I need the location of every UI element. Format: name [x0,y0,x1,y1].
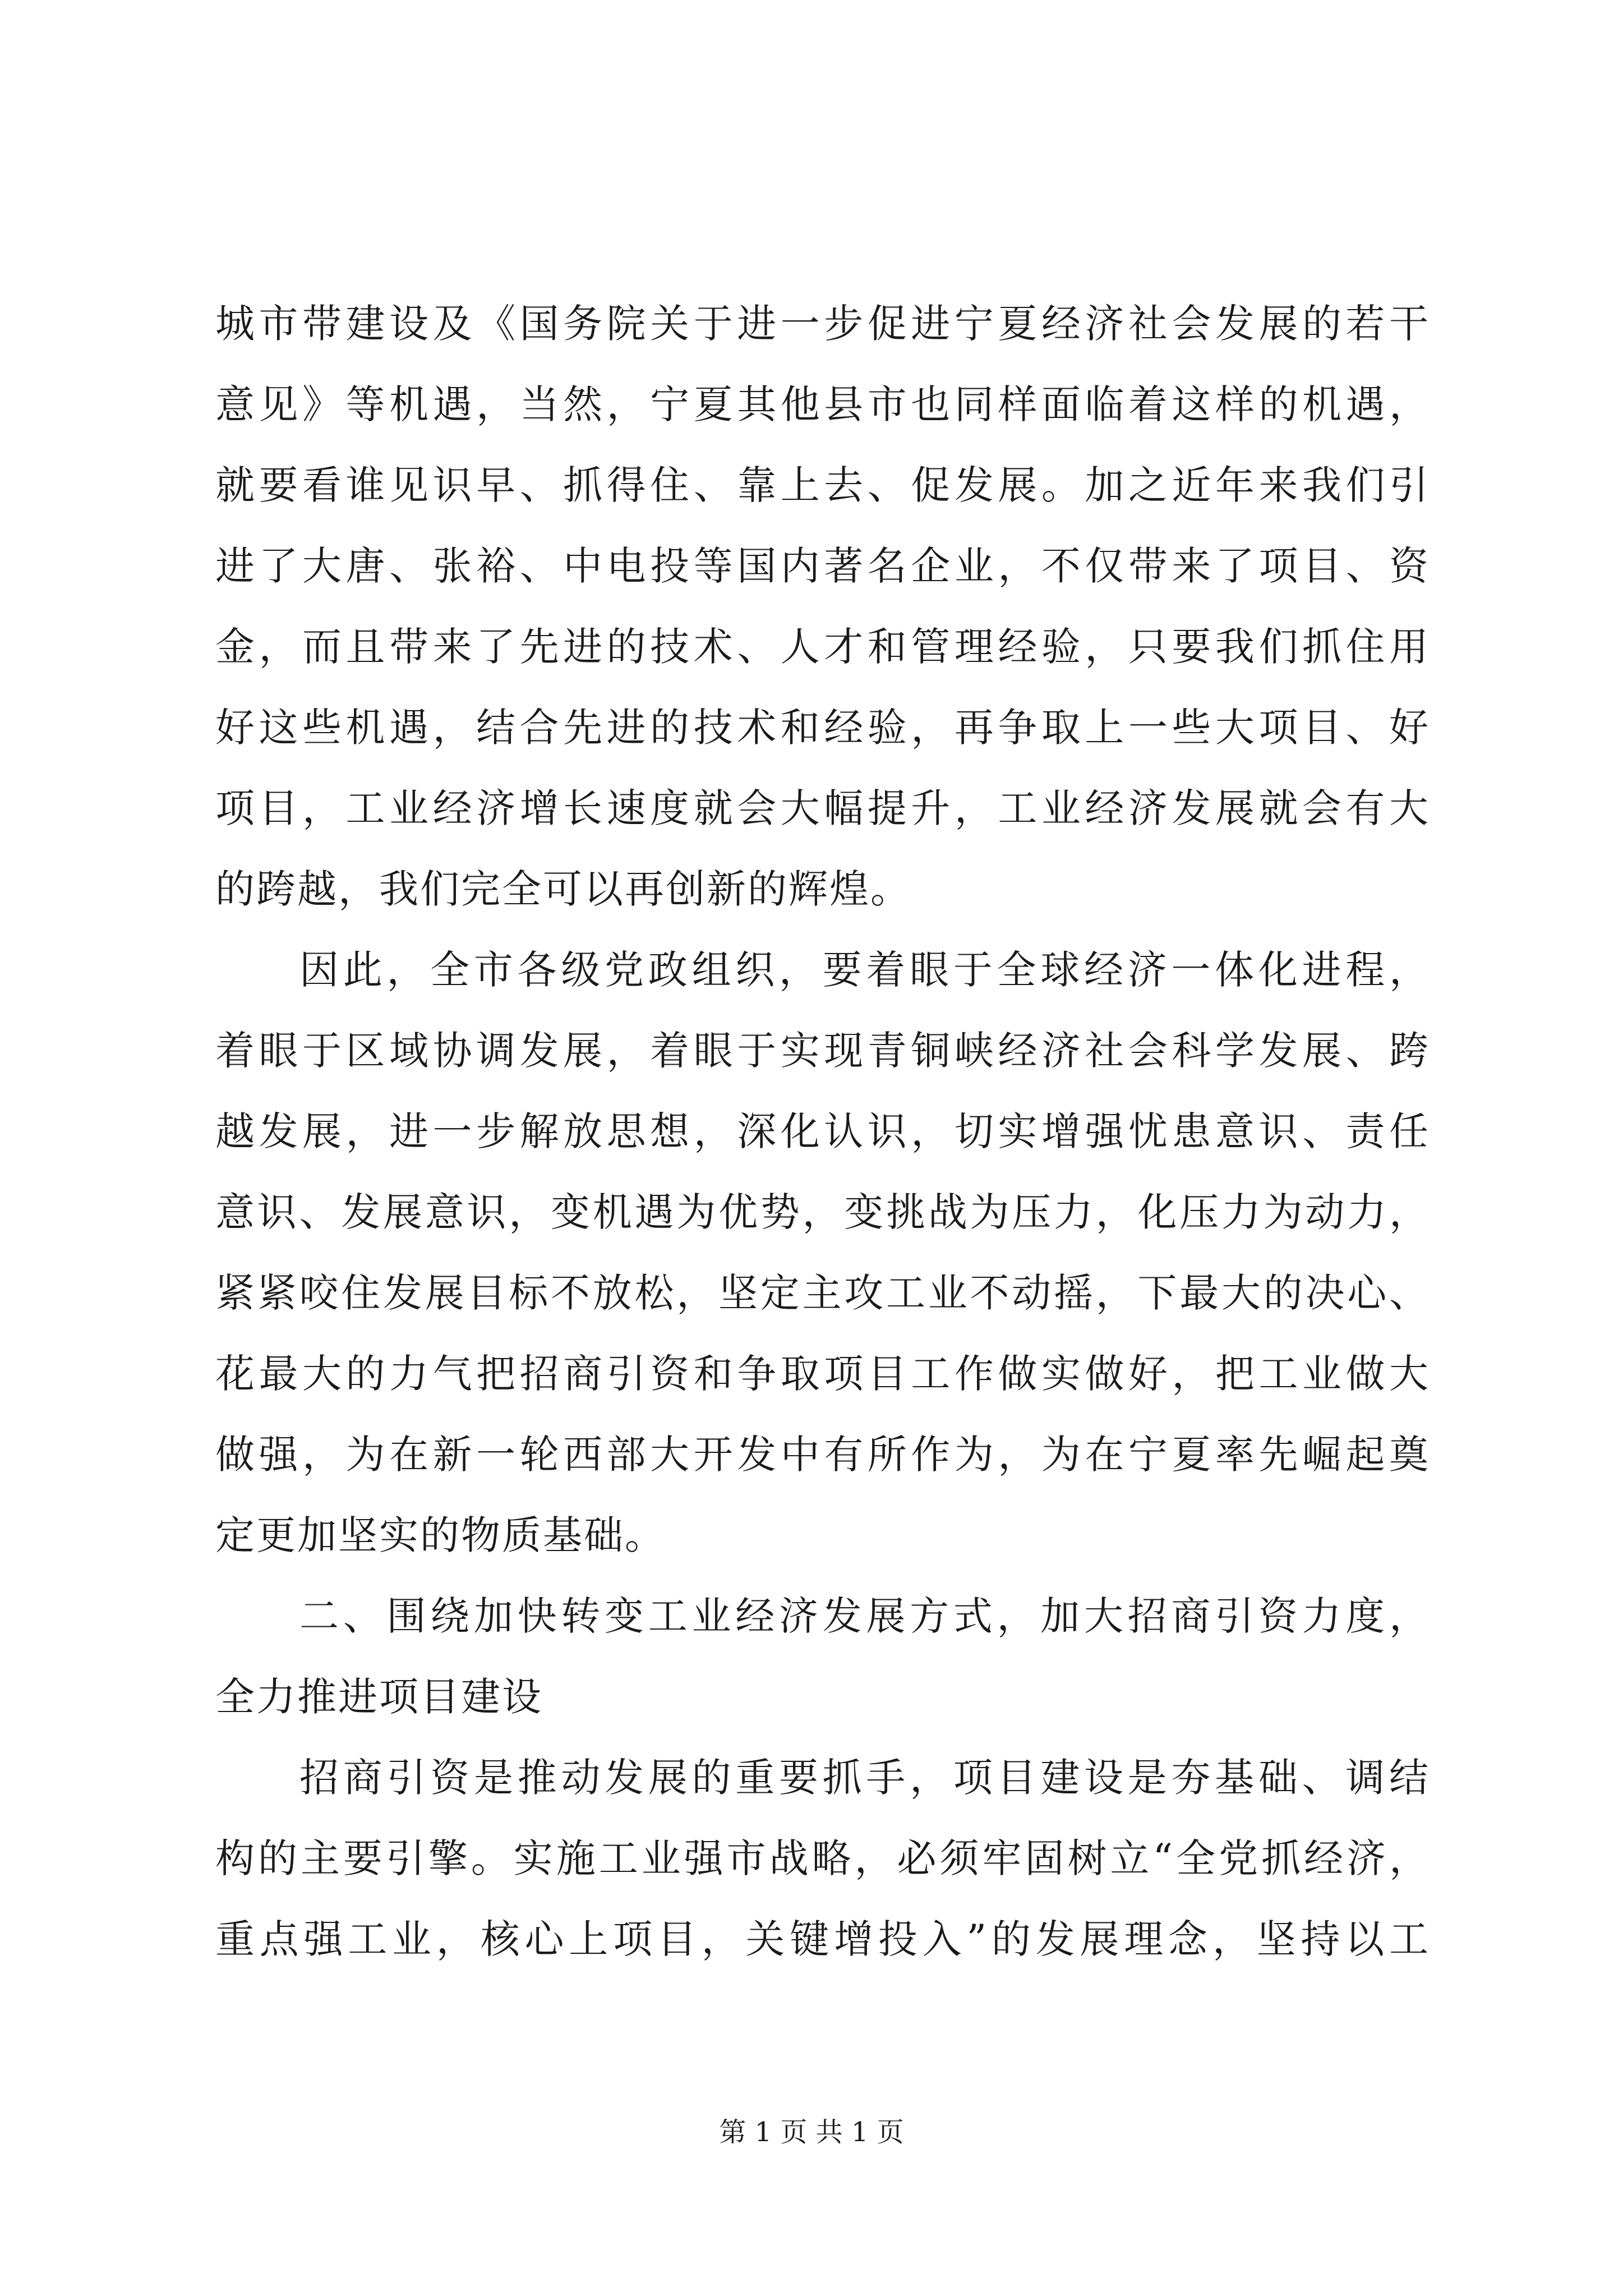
text-line: 城市带建设及《国务院关于进一步促进宁夏经济社会发展的若干 [215,301,1430,347]
text-line: 越发展，进一步解放思想，深化认识，切实增强忧患意识、责任 [215,1108,1430,1154]
text-line: 定更加坚实的物质基础。 [215,1512,666,1558]
text-line: 花最大的力气把招商引资和争取项目工作做实做好，把工业做大 [215,1351,1430,1397]
section-heading-line: 二、围绕加快转变工业经济发展方式，加大招商引资力度， [299,1593,1430,1639]
text-line: 项目，工业经济增长速度就会大幅提升，工业经济发展就会有大 [215,785,1430,831]
page-number-footer: 第 1 页 共 1 页 [719,2116,904,2148]
text-line: 好这些机遇，结合先进的技术和经验，再争取上一些大项目、好 [215,705,1430,751]
text-line: 构的主要引擎。实施工业强市战略，必须牢固树立“全党抓经济， [215,1835,1430,1881]
text-line: 的跨越，我们完全可以再创新的辉煌。 [215,866,911,912]
text-line: 就要看谁见识早、抓得住、靠上去、促发展。加之近年来我们引 [215,462,1430,508]
body-text [215,283,1430,1980]
paragraph-start-line: 招商引资是推动发展的重要抓手，项目建设是夯基础、调结 [299,1755,1430,1801]
text-line: 金，而且带来了先进的技术、人才和管理经验，只要我们抓住用 [215,624,1430,670]
section-heading-line: 全力推进项目建设 [215,1674,543,1720]
text-line: 紧紧咬住发展目标不放松，坚定主攻工业不动摇，下最大的决心、 [215,1270,1430,1316]
text-line: 意见》等机遇，当然，宁夏其他县市也同样面临着这样的机遇， [215,381,1430,427]
text-line: 着眼于区域协调发展，着眼于实现青铜峡经济社会科学发展、跨 [215,1028,1430,1074]
paragraph-start-line: 因此，全市各级党政组织，要着眼于全球经济一体化进程， [299,947,1430,993]
text-line: 意识、发展意识，变机遇为优势，变挑战为压力，化压力为动力， [215,1189,1430,1235]
text-line: 进了大唐、张裕、中电投等国内著名企业，不仅带来了项目、资 [215,543,1430,589]
text-line: 做强，为在新一轮西部大开发中有所作为，为在宁夏率先崛起奠 [215,1432,1430,1478]
text-line: 重点强工业，核心上项目，关键增投入”的发展理念，坚持以工 [215,1916,1430,1962]
